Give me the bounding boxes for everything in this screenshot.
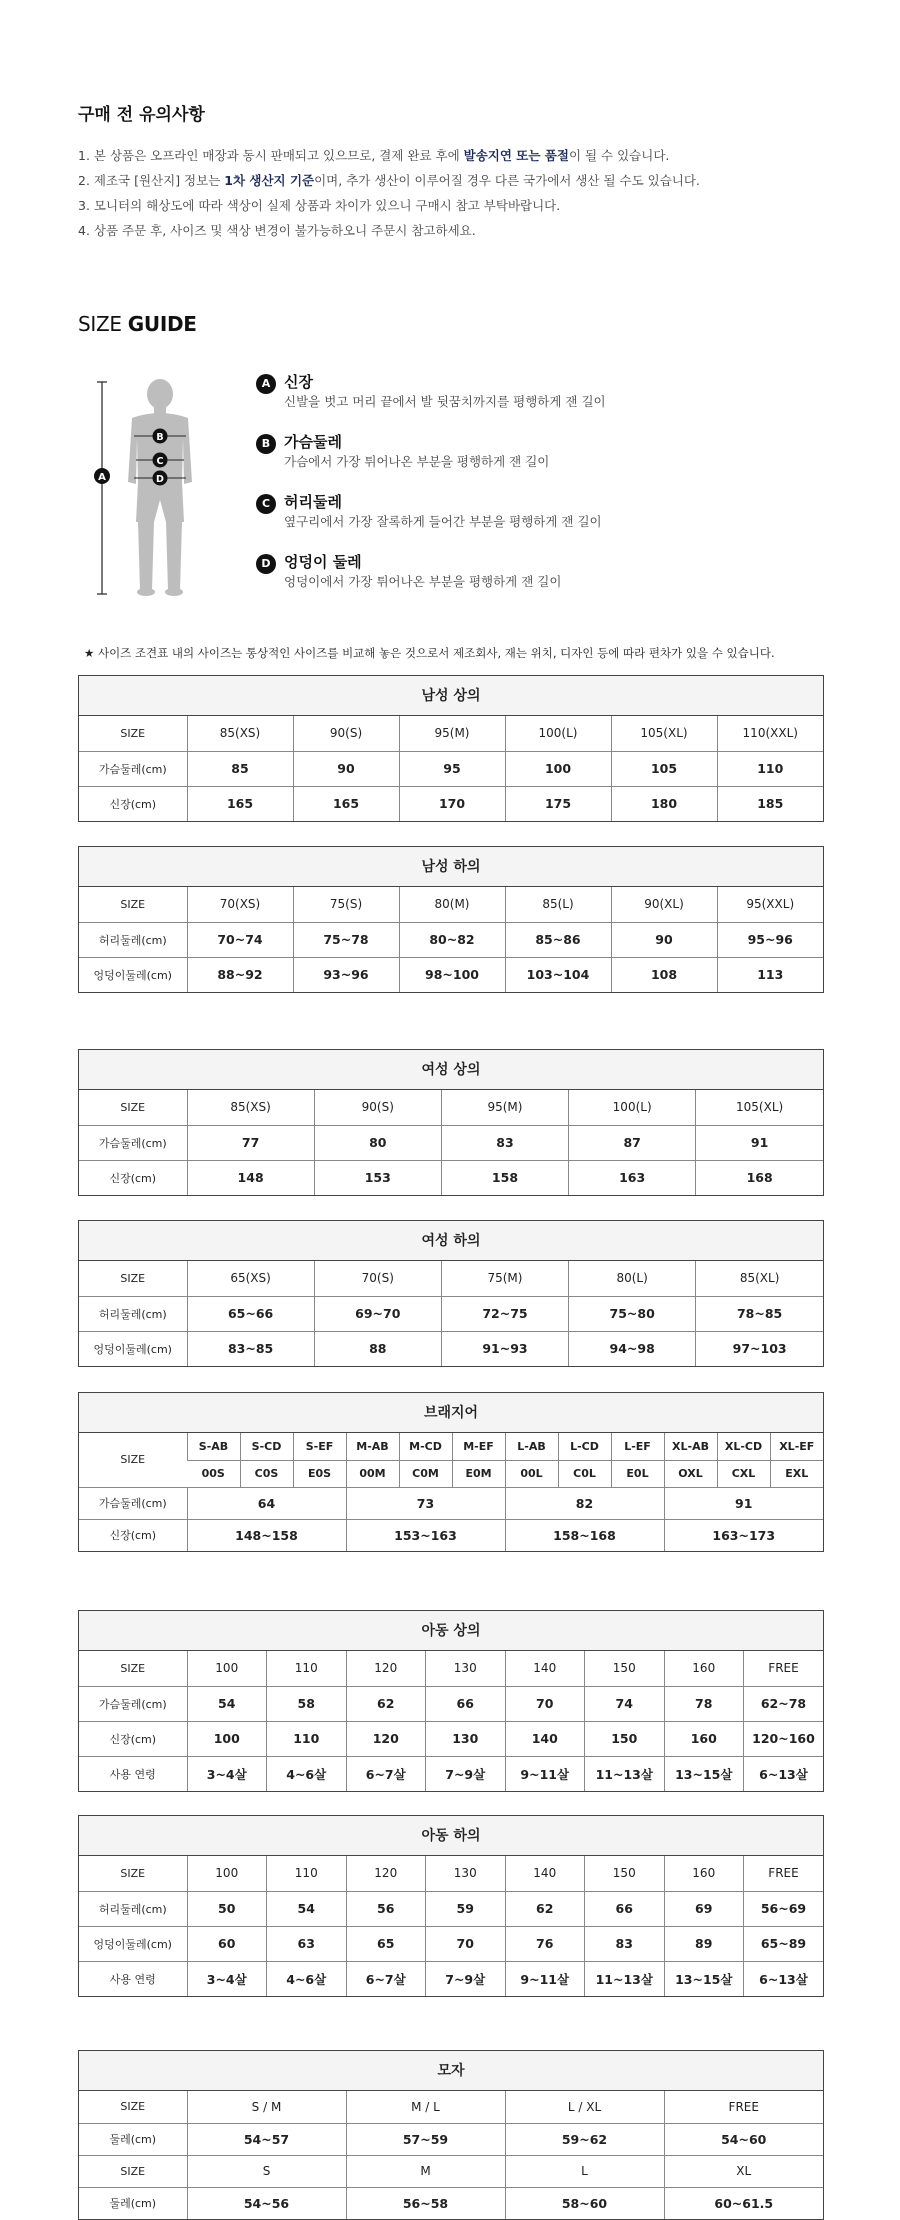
svg-text:B: B	[156, 432, 164, 443]
size-cell: L	[505, 2155, 664, 2187]
size-cell: 75(S)	[293, 887, 399, 922]
value-cell: 75~80	[569, 1296, 696, 1331]
value-cell: 77	[187, 1125, 314, 1160]
value-cell: 168	[696, 1160, 823, 1195]
value-cell: 50	[187, 1891, 267, 1926]
size-code-cell: CXL	[717, 1460, 770, 1487]
value-cell: 185	[717, 786, 823, 821]
notice-item: 3. 모니터의 해상도에 따라 색상이 실제 상품과 차이가 있으니 구매시 참고 부탁바랍니다.	[78, 198, 561, 213]
size-cell: 100(L)	[505, 716, 611, 751]
value-cell: 54~56	[187, 2187, 346, 2219]
value-cell: 83	[585, 1926, 665, 1961]
size-cell: 85(XL)	[696, 1261, 823, 1296]
size-cell: 70(XS)	[187, 887, 293, 922]
size-code-cell: 00S	[187, 1460, 240, 1487]
table-women-bottom	[78, 1220, 824, 1367]
size-cell: L-EF	[611, 1433, 664, 1460]
size-cell: FREE	[744, 1856, 824, 1891]
value-cell: 7~9살	[426, 1756, 506, 1791]
definition-height	[256, 372, 816, 432]
notice-item: 4. 상품 주문 후, 사이즈 및 색상 변경이 불가능하오니 주문시 참고하세요.	[78, 223, 476, 238]
row-label: 가슴둘레(cm)	[79, 1686, 187, 1721]
value-cell: 91	[664, 1487, 823, 1519]
size-code-cell: 00M	[346, 1460, 399, 1487]
value-cell: 59	[426, 1891, 506, 1926]
size-cell: S-AB	[187, 1433, 240, 1460]
value-cell: 95~96	[717, 922, 823, 957]
size-cell: L-AB	[505, 1433, 558, 1460]
purchase-notice	[78, 100, 858, 243]
value-cell: 158	[441, 1160, 568, 1195]
value-cell: 54~57	[187, 2123, 346, 2155]
svg-text:D: D	[156, 474, 164, 485]
size-cell: 90(S)	[314, 1090, 441, 1125]
row-label: SIZE	[120, 1453, 146, 1467]
value-cell: 85~86	[505, 922, 611, 957]
size-cell: S	[187, 2155, 346, 2187]
value-cell: 11~13살	[585, 1961, 665, 1996]
size-cell: M	[346, 2155, 505, 2187]
size-code-cell: C0M	[399, 1460, 452, 1487]
size-cell: 100	[187, 1651, 267, 1686]
value-cell: 175	[505, 786, 611, 821]
body-silhouette-icon	[88, 372, 208, 602]
value-cell: 64	[187, 1487, 346, 1519]
value-cell: 62	[346, 1686, 426, 1721]
value-cell: 148~158	[187, 1519, 346, 1551]
value-cell: 91	[696, 1125, 823, 1160]
definition-title: 허리둘레	[284, 493, 342, 511]
value-cell: 91~93	[441, 1331, 568, 1366]
value-cell: 74	[585, 1686, 665, 1721]
svg-text:C: C	[156, 456, 164, 467]
value-cell: 113	[717, 957, 823, 992]
row-label: 신장(cm)	[79, 1721, 187, 1756]
notice-item: 1. 본 상품은 오프라인 매장과 동시 판매되고 있으므로, 결제 완료 후에 발송지연 또는 품절이 될 수 있습니다.	[78, 148, 670, 163]
size-cell: 140	[505, 1856, 585, 1891]
size-cell: 120	[346, 1856, 426, 1891]
size-cell: 80(M)	[399, 887, 505, 922]
size-guide-title: SIZE GUIDE	[78, 312, 197, 336]
value-cell: 62	[505, 1891, 585, 1926]
size-cell: 105(XL)	[611, 716, 717, 751]
size-cell: FREE	[744, 1651, 824, 1686]
size-cell: M-AB	[346, 1433, 399, 1460]
value-cell: 105	[611, 751, 717, 786]
value-cell: 6~7살	[346, 1961, 426, 1996]
value-cell: 80	[314, 1125, 441, 1160]
row-label: 둘레(cm)	[79, 2123, 187, 2155]
value-cell: 62~78	[744, 1686, 824, 1721]
value-cell: 66	[585, 1891, 665, 1926]
size-cell: S-CD	[240, 1433, 293, 1460]
row-label: SIZE	[120, 1866, 146, 1880]
value-cell: 76	[505, 1926, 585, 1961]
measurement-definitions	[256, 372, 816, 612]
definition-hip	[256, 552, 816, 612]
size-cell: M-EF	[452, 1433, 505, 1460]
table-bra	[78, 1392, 824, 1552]
row-label: SIZE	[120, 897, 146, 911]
table-men-bottom	[78, 846, 824, 993]
row-label: 사용 연령	[79, 1961, 187, 1996]
size-cell: 105(XL)	[696, 1090, 823, 1125]
value-cell: 3~4살	[187, 1961, 267, 1996]
row-label: 둘레(cm)	[79, 2187, 187, 2219]
value-cell: 153~163	[346, 1519, 505, 1551]
value-cell: 6~13살	[744, 1756, 824, 1791]
value-cell: 56~58	[346, 2187, 505, 2219]
definition-waist	[256, 492, 816, 552]
value-cell: 120~160	[744, 1721, 824, 1756]
value-cell: 163	[569, 1160, 696, 1195]
definition-title: 가슴둘레	[284, 433, 342, 451]
definition-desc: 옆구리에서 가장 잘록하게 들어간 부분을 평행하게 잰 길이	[284, 514, 602, 529]
size-code-cell: 00L	[505, 1460, 558, 1487]
size-cell: 70(S)	[314, 1261, 441, 1296]
size-cell: 130	[426, 1856, 506, 1891]
value-cell: 56	[346, 1891, 426, 1926]
value-cell: 83	[441, 1125, 568, 1160]
value-cell: 57~59	[346, 2123, 505, 2155]
definition-title: 신장	[284, 373, 313, 391]
value-cell: 73	[346, 1487, 505, 1519]
size-cell: 100	[187, 1856, 267, 1891]
size-code-cell: E0L	[611, 1460, 664, 1487]
row-label: 가슴둘레(cm)	[79, 1125, 187, 1160]
size-cell: FREE	[664, 2091, 823, 2123]
size-code-cell: OXL	[664, 1460, 717, 1487]
size-cell: 110	[267, 1856, 347, 1891]
value-cell: 78	[664, 1686, 744, 1721]
value-cell: 6~7살	[346, 1756, 426, 1791]
size-cell: 85(XS)	[187, 1090, 314, 1125]
definition-desc: 신발을 벗고 머리 끝에서 발 뒷꿈치까지를 평행하게 잰 길이	[284, 394, 606, 409]
size-note: ★ 사이즈 조견표 내의 사이즈는 통상적인 사이즈를 비교해 놓은 것으로서 제조회사, 재는 위치, 디자인 등에 따라 편차가 있을 수 있습니다.	[84, 646, 775, 660]
value-cell: 88~92	[187, 957, 293, 992]
value-cell: 70	[426, 1926, 506, 1961]
svg-text:A: A	[98, 472, 106, 483]
value-cell: 66	[426, 1686, 506, 1721]
table-women-top	[78, 1049, 824, 1196]
notice-list	[78, 143, 858, 243]
value-cell: 54	[267, 1891, 347, 1926]
size-cell: 150	[585, 1651, 665, 1686]
table-title: 모자	[79, 2051, 823, 2091]
size-code-cell: C0S	[240, 1460, 293, 1487]
size-cell: 65(XS)	[187, 1261, 314, 1296]
size-cell: 85(XS)	[187, 716, 293, 751]
value-cell: 83~85	[187, 1331, 314, 1366]
definition-chest	[256, 432, 816, 492]
badge-d: D	[256, 554, 276, 574]
row-label: 신장(cm)	[79, 1160, 187, 1195]
size-cell: M-CD	[399, 1433, 452, 1460]
value-cell: 87	[569, 1125, 696, 1160]
size-cell: XL-CD	[717, 1433, 770, 1460]
value-cell: 58~60	[505, 2187, 664, 2219]
definition-desc: 가슴에서 가장 튀어나온 부분을 평행하게 잰 길이	[284, 454, 550, 469]
row-label: SIZE	[120, 1100, 146, 1114]
table-hat	[78, 2050, 824, 2220]
value-cell: 65~66	[187, 1296, 314, 1331]
table-title: 남성 상의	[79, 676, 823, 716]
row-label: 엉덩이둘레(cm)	[79, 1331, 187, 1366]
value-cell: 148	[187, 1160, 314, 1195]
value-cell: 100	[505, 751, 611, 786]
value-cell: 13~15살	[664, 1756, 744, 1791]
value-cell: 58	[267, 1686, 347, 1721]
size-cell: XL-EF	[770, 1433, 823, 1460]
badge-a: A	[256, 374, 276, 394]
size-cell: 110(XXL)	[717, 716, 823, 751]
size-cell: 90(XL)	[611, 887, 717, 922]
definition-desc: 엉덩이에서 가장 튀어나온 부분을 평행하게 잰 길이	[284, 574, 562, 589]
value-cell: 54	[187, 1686, 267, 1721]
value-cell: 165	[293, 786, 399, 821]
row-label: 허리둘레(cm)	[79, 1891, 187, 1926]
value-cell: 69~70	[314, 1296, 441, 1331]
value-cell: 160	[664, 1721, 744, 1756]
table-title: 여성 상의	[79, 1050, 823, 1090]
value-cell: 163~173	[664, 1519, 823, 1551]
size-cell: 160	[664, 1651, 744, 1686]
size-cell: XL	[664, 2155, 823, 2187]
row-label: 사용 연령	[79, 1756, 187, 1791]
row-label: 신장(cm)	[79, 786, 187, 821]
size-code-cell: E0S	[293, 1460, 346, 1487]
value-cell: 70~74	[187, 922, 293, 957]
size-code-cell: E0M	[452, 1460, 505, 1487]
size-cell: S / M	[187, 2091, 346, 2123]
size-cell: 75(M)	[441, 1261, 568, 1296]
value-cell: 90	[293, 751, 399, 786]
value-cell: 60	[187, 1926, 267, 1961]
size-cell: 80(L)	[569, 1261, 696, 1296]
value-cell: 150	[585, 1721, 665, 1756]
size-cell: 120	[346, 1651, 426, 1686]
size-cell: M / L	[346, 2091, 505, 2123]
value-cell: 70	[505, 1686, 585, 1721]
size-cell: 90(S)	[293, 716, 399, 751]
size-cell: 130	[426, 1651, 506, 1686]
value-cell: 4~6살	[267, 1756, 347, 1791]
value-cell: 88	[314, 1331, 441, 1366]
value-cell: 103~104	[505, 957, 611, 992]
value-cell: 170	[399, 786, 505, 821]
value-cell: 75~78	[293, 922, 399, 957]
row-label: SIZE	[120, 2100, 146, 2114]
value-cell: 120	[346, 1721, 426, 1756]
value-cell: 9~11살	[505, 1756, 585, 1791]
value-cell: 97~103	[696, 1331, 823, 1366]
row-label: SIZE	[120, 726, 146, 740]
size-cell: 110	[267, 1651, 347, 1686]
row-label: SIZE	[79, 2155, 187, 2187]
size-cell: S-EF	[293, 1433, 346, 1460]
value-cell: 140	[505, 1721, 585, 1756]
table-kids-top	[78, 1610, 824, 1792]
value-cell: 108	[611, 957, 717, 992]
size-cell: 95(XXL)	[717, 887, 823, 922]
table-title: 여성 하의	[79, 1221, 823, 1261]
row-label: SIZE	[120, 1661, 146, 1675]
value-cell: 72~75	[441, 1296, 568, 1331]
value-cell: 165	[187, 786, 293, 821]
row-label: 엉덩이둘레(cm)	[79, 1926, 187, 1961]
size-cell: XL-AB	[664, 1433, 717, 1460]
value-cell: 63	[267, 1926, 347, 1961]
value-cell: 110	[267, 1721, 347, 1756]
value-cell: 90	[611, 922, 717, 957]
value-cell: 4~6살	[267, 1961, 347, 1996]
value-cell: 158~168	[505, 1519, 664, 1551]
value-cell: 59~62	[505, 2123, 664, 2155]
value-cell: 11~13살	[585, 1756, 665, 1791]
size-code-cell: EXL	[770, 1460, 823, 1487]
value-cell: 100	[187, 1721, 267, 1756]
value-cell: 180	[611, 786, 717, 821]
value-cell: 80~82	[399, 922, 505, 957]
table-title: 남성 하의	[79, 847, 823, 887]
value-cell: 56~69	[744, 1891, 824, 1926]
size-cell: 85(L)	[505, 887, 611, 922]
size-cell: 95(M)	[399, 716, 505, 751]
row-label: 신장(cm)	[79, 1519, 187, 1551]
row-label: SIZE	[120, 1271, 146, 1285]
size-code-cell: C0L	[558, 1460, 611, 1487]
row-label: 허리둘레(cm)	[79, 922, 187, 957]
value-cell: 69	[664, 1891, 744, 1926]
value-cell: 6~13살	[744, 1961, 824, 1996]
row-label: 엉덩이둘레(cm)	[79, 957, 187, 992]
value-cell: 89	[664, 1926, 744, 1961]
value-cell: 65~89	[744, 1926, 824, 1961]
size-cell: 140	[505, 1651, 585, 1686]
value-cell: 95	[399, 751, 505, 786]
table-title: 아동 상의	[79, 1611, 823, 1651]
value-cell: 98~100	[399, 957, 505, 992]
table-men-top	[78, 675, 824, 822]
value-cell: 54~60	[664, 2123, 823, 2155]
notice-title: 구매 전 유의사항	[78, 105, 205, 125]
size-cell: 100(L)	[569, 1090, 696, 1125]
value-cell: 65	[346, 1926, 426, 1961]
row-label: 허리둘레(cm)	[79, 1296, 187, 1331]
value-cell: 85	[187, 751, 293, 786]
table-kids-bottom	[78, 1815, 824, 1997]
value-cell: 78~85	[696, 1296, 823, 1331]
size-cell: L-CD	[558, 1433, 611, 1460]
value-cell: 13~15살	[664, 1961, 744, 1996]
notice-item: 2. 제조국 [원산지] 정보는 1차 생산지 기준이며, 추가 생산이 이루어질 경우 다른 국가에서 생산 될 수도 있습니다.	[78, 173, 700, 188]
value-cell: 110	[717, 751, 823, 786]
badge-c: C	[256, 494, 276, 514]
size-cell: 150	[585, 1856, 665, 1891]
badge-b: B	[256, 434, 276, 454]
value-cell: 7~9살	[426, 1961, 506, 1996]
size-cell: 160	[664, 1856, 744, 1891]
value-cell: 60~61.5	[664, 2187, 823, 2219]
size-cell: L / XL	[505, 2091, 664, 2123]
value-cell: 3~4살	[187, 1756, 267, 1791]
value-cell: 94~98	[569, 1331, 696, 1366]
definition-title: 엉덩이 둘레	[284, 553, 362, 571]
value-cell: 93~96	[293, 957, 399, 992]
size-cell: 95(M)	[441, 1090, 568, 1125]
value-cell: 9~11살	[505, 1961, 585, 1996]
value-cell: 130	[426, 1721, 506, 1756]
table-title: 아동 하의	[79, 1816, 823, 1856]
value-cell: 153	[314, 1160, 441, 1195]
table-title: 브래지어	[79, 1393, 823, 1433]
row-label: 가슴둘레(cm)	[79, 751, 187, 786]
row-label: 가슴둘레(cm)	[79, 1487, 187, 1519]
value-cell: 82	[505, 1487, 664, 1519]
